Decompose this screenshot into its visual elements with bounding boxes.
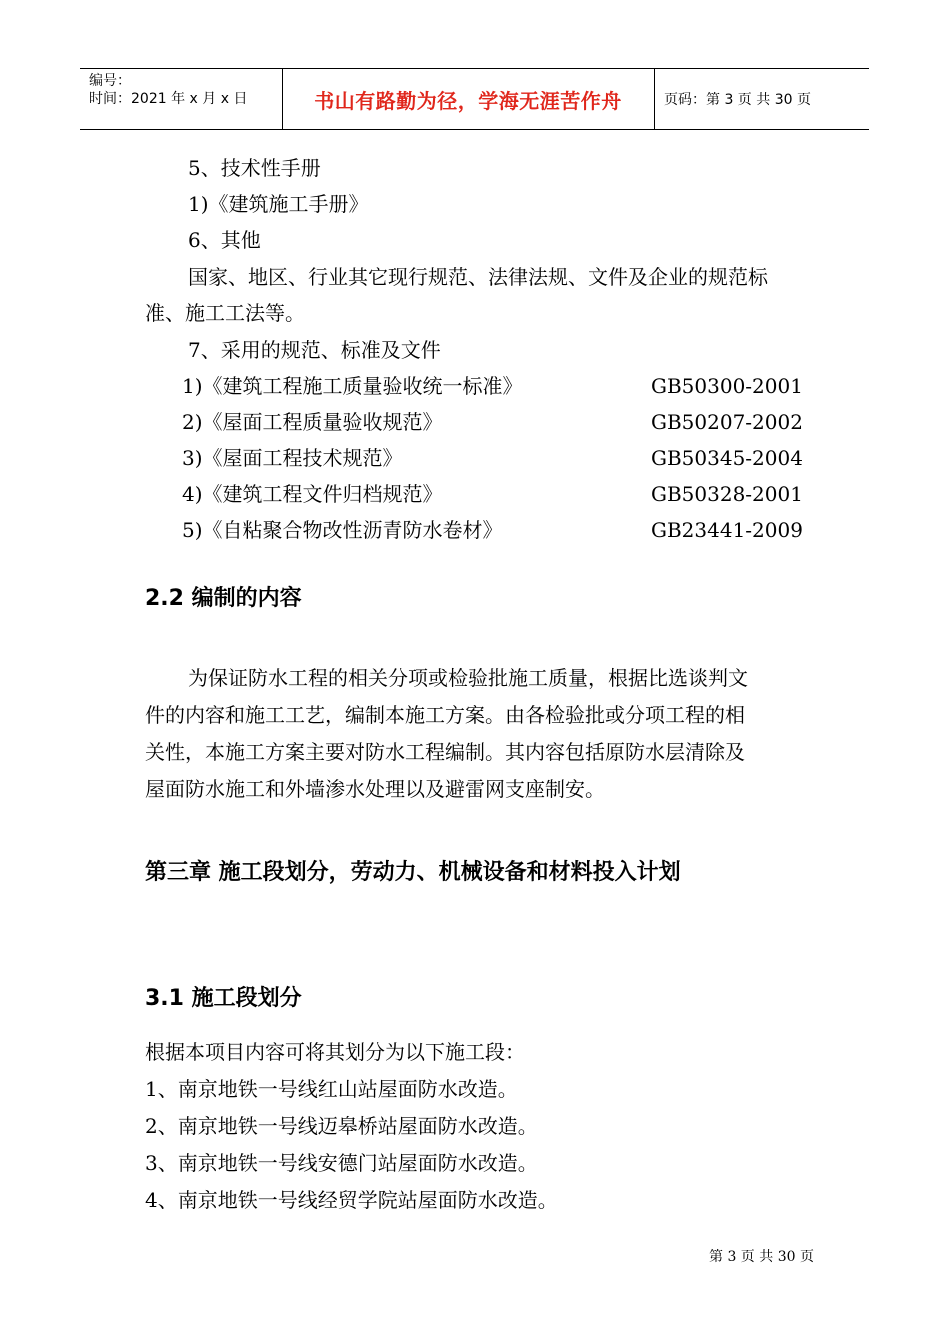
section-7-title: 7、采用的规范、标准及文件 bbox=[188, 338, 441, 362]
list-item: 1、南京地铁一号线红山站屋面防水改造。 bbox=[145, 1077, 518, 1101]
list-item: 2、南京地铁一号线迈皋桥站屋面防水改造。 bbox=[145, 1114, 538, 1138]
page-footer: 第 3 页 共 30 页 bbox=[709, 1249, 814, 1265]
header-page-info: 页码：第 3 页 共 30 页 bbox=[664, 92, 811, 108]
standard-code: GB50300-2001 bbox=[651, 374, 803, 398]
page-header bbox=[80, 68, 869, 130]
standard-name: 3)《屋面工程技术规范》 bbox=[182, 446, 403, 470]
standard-name: 5)《自粘聚合物改性沥青防水卷材》 bbox=[182, 518, 503, 542]
standard-code: GB50345-2004 bbox=[651, 446, 803, 470]
standard-code: GB50328-2001 bbox=[651, 482, 803, 506]
header-time: 时间：2021 年 x 月 x 日 bbox=[89, 91, 248, 107]
chapter-3-heading: 第三章 施工段划分，劳动力、机械设备和材料投入计划 bbox=[145, 860, 681, 885]
section-5-title: 5、技术性手册 bbox=[188, 156, 321, 180]
standard-name: 1)《建筑工程施工质量验收统一标准》 bbox=[182, 374, 523, 398]
section-2-2-line: 件的内容和施工工艺，编制本施工方案。由各检验批或分项工程的相 bbox=[145, 703, 745, 727]
standard-code: GB23441-2009 bbox=[651, 518, 803, 542]
standard-name: 2)《屋面工程质量验收规范》 bbox=[182, 410, 443, 434]
header-meta bbox=[89, 72, 247, 108]
standard-name: 4)《建筑工程文件归档规范》 bbox=[182, 482, 443, 506]
header-divider-right bbox=[654, 69, 655, 129]
standard-code: GB50207-2002 bbox=[651, 410, 803, 434]
list-item: 3、南京地铁一号线安德门站屋面防水改造。 bbox=[145, 1151, 538, 1175]
section-3-1-heading: 3.1 施工段划分 bbox=[145, 986, 302, 1011]
section-2-2-line: 关性，本施工方案主要对防水工程编制。其内容包括原防水层清除及 bbox=[145, 740, 745, 764]
section-2-2-line: 屋面防水施工和外墙渗水处理以及避雷网支座制安。 bbox=[145, 777, 605, 801]
section-2-2-heading: 2.2 编制的内容 bbox=[145, 586, 302, 611]
section-6-para-line-1: 国家、地区、行业其它现行规范、法律法规、文件及企业的规范标 bbox=[188, 265, 768, 289]
header-number: 编号： bbox=[89, 73, 131, 89]
section-6-para-line-2: 准、施工工法等。 bbox=[145, 301, 305, 325]
header-motto: 书山有路勤为径，学海无涯苦作舟 bbox=[314, 88, 622, 113]
section-5-item-1: 1)《建筑施工手册》 bbox=[188, 192, 369, 216]
section-3-1-intro: 根据本项目内容可将其划分为以下施工段： bbox=[145, 1040, 525, 1064]
list-item: 4、南京地铁一号线经贸学院站屋面防水改造。 bbox=[145, 1188, 558, 1212]
section-2-2-line: 为保证防水工程的相关分项或检验批施工质量，根据比选谈判文 bbox=[188, 666, 748, 690]
section-6-title: 6、其他 bbox=[188, 228, 261, 252]
